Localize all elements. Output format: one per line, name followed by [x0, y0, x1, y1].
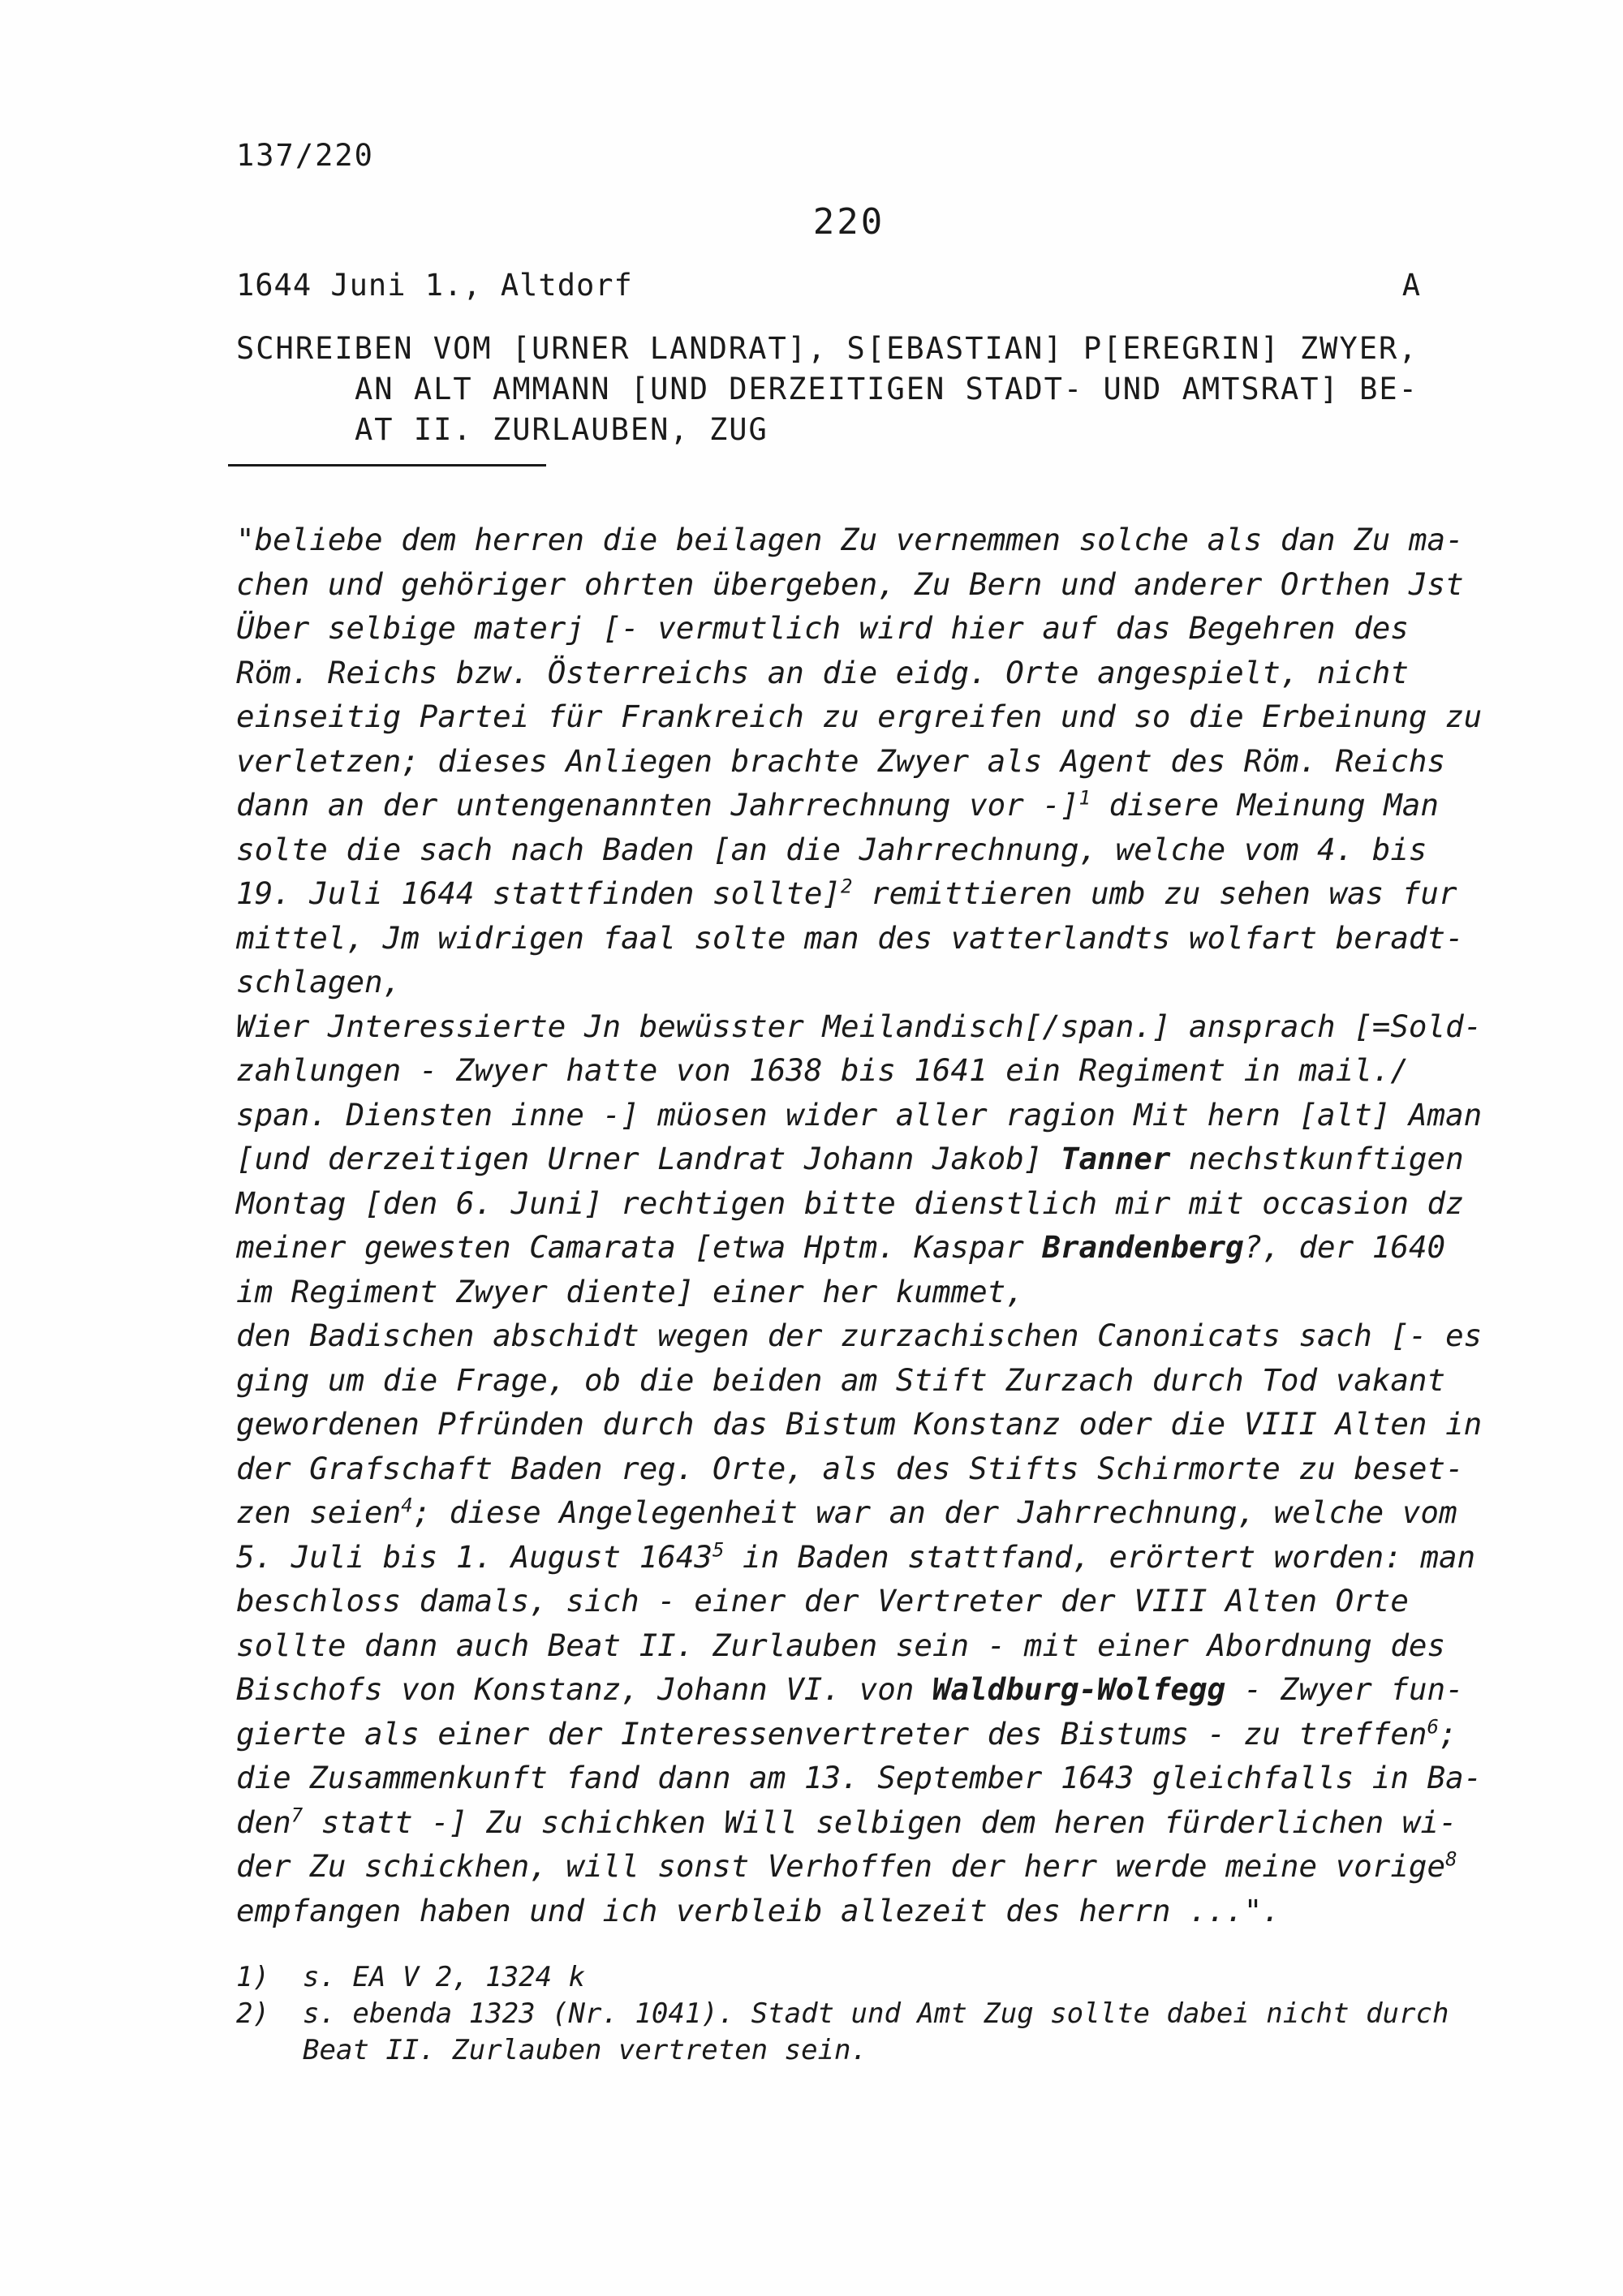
body-line: [und derzeitigen Urner Landrat Johann Jakob] Tanner nechstkunftigen — [236, 1141, 1464, 1176]
footnote — [236, 1996, 1469, 2069]
body-line: 19. Juli 1644 stattfinden sollte]$^2$ remittieren umb zu sehen was fur — [236, 875, 1457, 911]
body-line: gewordenen Pfründen durch das Bistum Konstanz oder die VIII Alten in — [236, 1406, 1483, 1442]
body-line: mittel, Jm widrigen faal solte man des vatterlandts wolfart beradt- — [236, 919, 1464, 956]
body-line: einseitig Partei für Frankreich zu ergreifen und so die Erbeinung zu — [236, 699, 1483, 734]
body-line: "beliebe dem herren die beilagen Zu vernemmen solche als dan Zu ma- — [236, 522, 1464, 557]
body-line: Wier Jnteressierte Jn bewüsster Meilandisch[/span.] ansprach [=Sold- — [236, 1008, 1483, 1044]
heading-rule — [228, 464, 546, 467]
heading-line: SCHREIBEN VOM [URNER LANDRAT], S[EBASTIAN] P[EREGRIN] ZWYER, — [236, 331, 1419, 366]
footnote-text: s. ebenda 1323 (Nr. 1041). Stadt und Amt Zug sollte dabei nicht durch Beat II. Zurlauben vertreten sein. — [303, 1997, 1449, 2066]
body-line: chen und gehöriger ohrten übergeben, Zu Bern und anderer Orthen Jst — [236, 565, 1464, 602]
body-line: Über selbige materj [- vermutlich wird hier auf das Begehren des — [236, 610, 1409, 646]
document-number: 220 — [812, 201, 885, 243]
body-line: 5. Juli bis 1. August 1643$^5$ in Baden stattfand, erörtert worden: man — [236, 1538, 1476, 1575]
body-line: span. Diensten inne -] müosen wider aller ragion Mit hern [alt] Aman — [236, 1096, 1483, 1133]
body-line: sollte dann auch Beat II. Zurlauben sein - mit einer Abordnung des — [236, 1627, 1446, 1663]
body-line: solte die sach nach Baden [an die Jahrrechnung, welche vom 4. bis — [236, 831, 1427, 867]
document-heading — [236, 329, 1469, 450]
body-line: ging um die Frage, ob die beiden am Stift Zurzach durch Tod vakant — [236, 1361, 1446, 1398]
source-siglum: A — [1401, 268, 1421, 303]
body-line: der Grafschaft Baden reg. Orte, als des Stifts Schirmorte zu beset- — [236, 1450, 1464, 1486]
heading-line: AN ALT AMMANN [UND DERZEITIGEN STADT- UND AMTSRAT] BE- — [355, 372, 1419, 406]
body-text — [236, 518, 1483, 1933]
body-line: verletzen; dieses Anliegen brachte Zwyer als Agent des Röm. Reichs — [236, 742, 1446, 779]
body-line: den Badischen abschidt wegen der zurzachischen Canonicats sach [- es — [236, 1318, 1483, 1353]
body-line: den$^7$ statt -] Zu schichken Will selbigen dem heren fürderlichen wi- — [236, 1804, 1457, 1840]
footnote-number: 1) — [236, 1961, 269, 1993]
body-line: beschloss damals, sich - einer der Vertreter der VIII Alten Orte — [236, 1583, 1409, 1619]
body-line: im Regiment Zwyer diente] einer her kummet, — [236, 1273, 1024, 1309]
body-line: schlagen, — [236, 964, 402, 1000]
body-line: die Zusammenkunft fand dann am 13. September 1643 gleichfalls in Ba- — [236, 1760, 1483, 1795]
footnotes — [236, 1959, 1469, 2069]
dateline: 1644 Juni 1., Altdorf — [236, 268, 633, 303]
body-line: dann an der untengenannten Jahrrechnung vor -]$^1$ disere Meinung Man — [236, 786, 1439, 823]
body-line: Röm. Reichs bzw. Österreichs an die eidg. Orte angespielt, nicht — [236, 654, 1409, 690]
body-line: empfangen haben und ich verbleib allezeit des herrn ...". — [236, 1892, 1281, 1928]
body-line: Montag [den 6. Juni] rechtigen bitte dienstlich mir mit occasion dz — [236, 1185, 1464, 1221]
body-line: gierte als einer der Interessenvertreter des Bistums - zu treffen$^6$; — [236, 1715, 1457, 1752]
body-line: der Zu schickhen, will sonst Verhoffen der herr werde meine vorige$^8$ — [236, 1847, 1457, 1884]
heading-line: AT II. ZURLAUBEN, ZUG — [355, 412, 768, 447]
footnote — [236, 1959, 1469, 1996]
footnote-number: 2) — [236, 1997, 269, 2030]
dateline-row — [236, 268, 1421, 303]
folio-number: 137/220 — [236, 138, 374, 173]
body-line: zen seien$^4$; diese Angelegenheit war an der Jahrrechnung, welche vom — [236, 1494, 1457, 1530]
body-line: zahlungen - Zwyer hatte von 1638 bis 1641 ein Regiment in mail./ — [236, 1052, 1409, 1088]
footnote-text: s. EA V 2, 1324 k — [303, 1961, 585, 1993]
body-line: meiner gewesten Camarata [etwa Hptm. Kaspar Brandenberg?, der 1640 — [236, 1229, 1446, 1265]
body-line: Bischofs von Konstanz, Johann VI. von Waldburg-Wolfegg - Zwyer fun- — [236, 1671, 1464, 1707]
